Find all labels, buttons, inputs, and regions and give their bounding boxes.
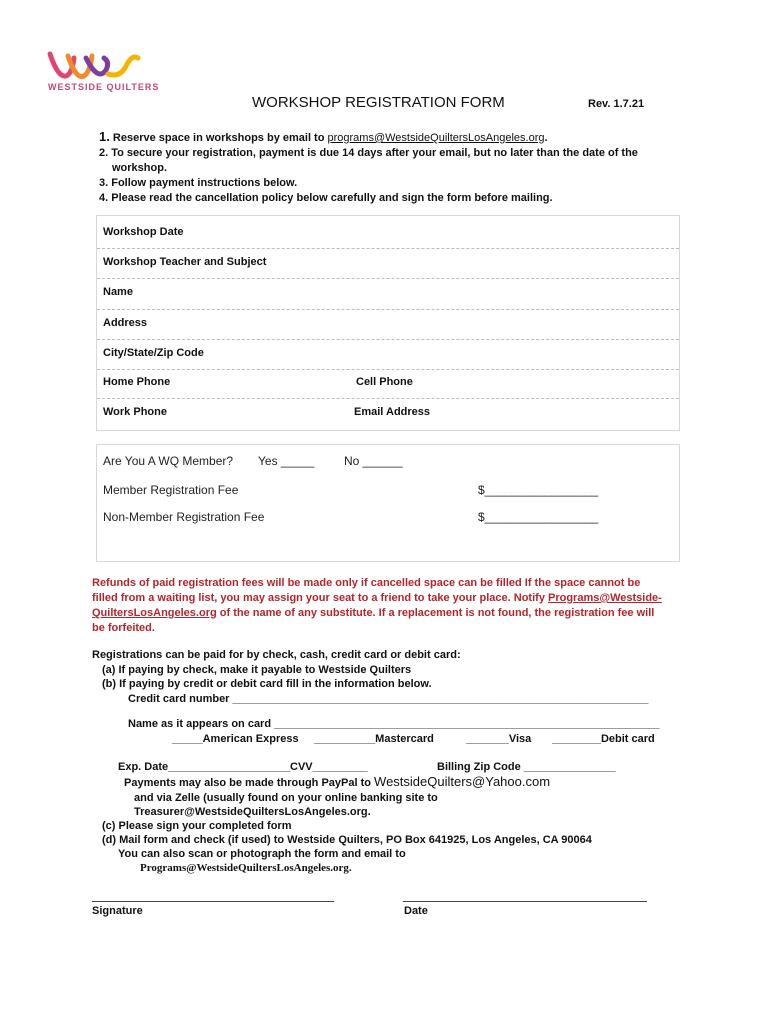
paypal-email[interactable]: WestsideQuilters@Yahoo.com [374,774,551,789]
amex-option[interactable]: _____American Express [172,733,299,745]
instruction-1: 1. Reserve space in workshops by email to programs@WestsideQuiltersLosAngeles.org. [99,129,548,144]
programs-email-link[interactable]: programs@WestsideQuiltersLosAngeles.org [327,132,545,144]
paypal-line: Payments may also be made through PayPal to WestsideQuilters@Yahoo.com [124,774,551,789]
membership-fee-box [96,444,680,562]
billing-zip-field[interactable]: Billing Zip Code _______________ [437,761,616,773]
name-label: Name [103,286,133,298]
work-phone-label: Work Phone [103,406,167,418]
email-address-label: Email Address [354,406,431,418]
registrant-info-box [96,215,680,431]
address-field[interactable] [97,309,679,340]
teacher-subject-field[interactable] [97,248,679,279]
refund-policy: Refunds of paid registration fees will be made only if cancelled space can be filled If the space cannot be filled from a waiting list, you may assign your seat to a friend to take your place. Notify Programs@Westside- QuiltersLosAngeles.org of the name of any substitute. If a replacement is not found, the registration fee will be forfeited. [92,577,662,634]
credit-card-number-field[interactable]: Credit card number ____________________________________________________________________ [128,692,649,705]
payment-instructions: Registrations can be paid for by check, cash, credit card or debit card: (a) If paying by check, make it payable to Westside Quilters (b) If paying by credit or debit card fill in the information below. Credit card number ____________________________________________________________________ [92,648,692,706]
work-email-row[interactable] [97,398,679,429]
instruction-3: 3. Follow payment instructions below. [99,177,298,189]
signature-label: Signature [92,905,143,917]
zelle-email[interactable]: Treasurer@WestsideQuiltersLosAngeles.org. [134,806,371,818]
member-question: Are You A WQ Member? [103,454,234,468]
instruction-2-cont: workshop. [112,162,168,174]
address-label: Address [103,317,148,329]
city-state-zip-field[interactable] [97,339,679,370]
date-label: Date [404,905,428,917]
home-phone-label: Home Phone [103,376,171,388]
visa-option[interactable]: _______Visa [466,733,532,745]
instruction-2: 2. To secure your registration, payment is due 14 days after your email, but no later than the date of the [99,147,638,159]
signature-line[interactable] [92,901,334,902]
mail-instruction: (d) Mail form and check (if used) to Westside Quilters, PO Box 641925, Los Angeles, CA 90064 [102,834,592,846]
workshop-date-field[interactable] [97,216,679,249]
instructions [99,129,679,206]
teacher-subject-label: Workshop Teacher and Subject [103,256,267,268]
sign-instruction: (c) Please sign your completed form [102,820,292,832]
page-title: WORKSHOP REGISTRATION FORM [252,94,505,111]
member-fee-label: Member Registration Fee [103,483,239,497]
scan-instruction: You can also scan or photograph the form and email to [118,848,406,860]
logo-wordmark: WESTSIDE QUILTERS [48,82,160,92]
instruction-4: 4. Please read the cancellation policy below carefully and sign the form before mailing. [99,192,553,204]
programs-westside-link-cont[interactable]: QuiltersLosAngeles.org [92,607,217,619]
date-line[interactable] [403,901,647,902]
revision-label: Rev. 1.7.21 [588,98,645,110]
member-yes-option[interactable]: Yes _____ [258,454,315,468]
city-state-zip-label: City/State/Zip Code [103,347,204,359]
name-on-card-field[interactable]: Name as it appears on card _______________________________________________________________ [128,718,660,730]
scan-email[interactable]: Programs@WestsideQuiltersLosAngeles.org. [140,862,352,874]
mastercard-option[interactable]: __________Mastercard [314,733,434,745]
zelle-line: and via Zelle (usually found on your online banking site to [134,792,438,804]
name-field[interactable] [97,278,679,310]
cell-phone-label: Cell Phone [356,376,413,388]
nonmember-fee-field[interactable]: $_________________ [478,510,599,524]
nonmember-fee-label: Non-Member Registration Fee [103,510,265,524]
debit-card-option[interactable]: ________Debit card [552,733,655,745]
workshop-date-label: Workshop Date [103,226,184,238]
cvv-field[interactable]: CVV_________ [290,761,368,773]
exp-date-field[interactable]: Exp. Date____________________ [118,761,291,773]
programs-westside-link[interactable]: Programs@Westside- [548,592,662,604]
member-no-option[interactable]: No ______ [344,454,403,468]
phone-row[interactable] [97,369,679,399]
member-fee-field[interactable]: $_________________ [478,483,599,497]
